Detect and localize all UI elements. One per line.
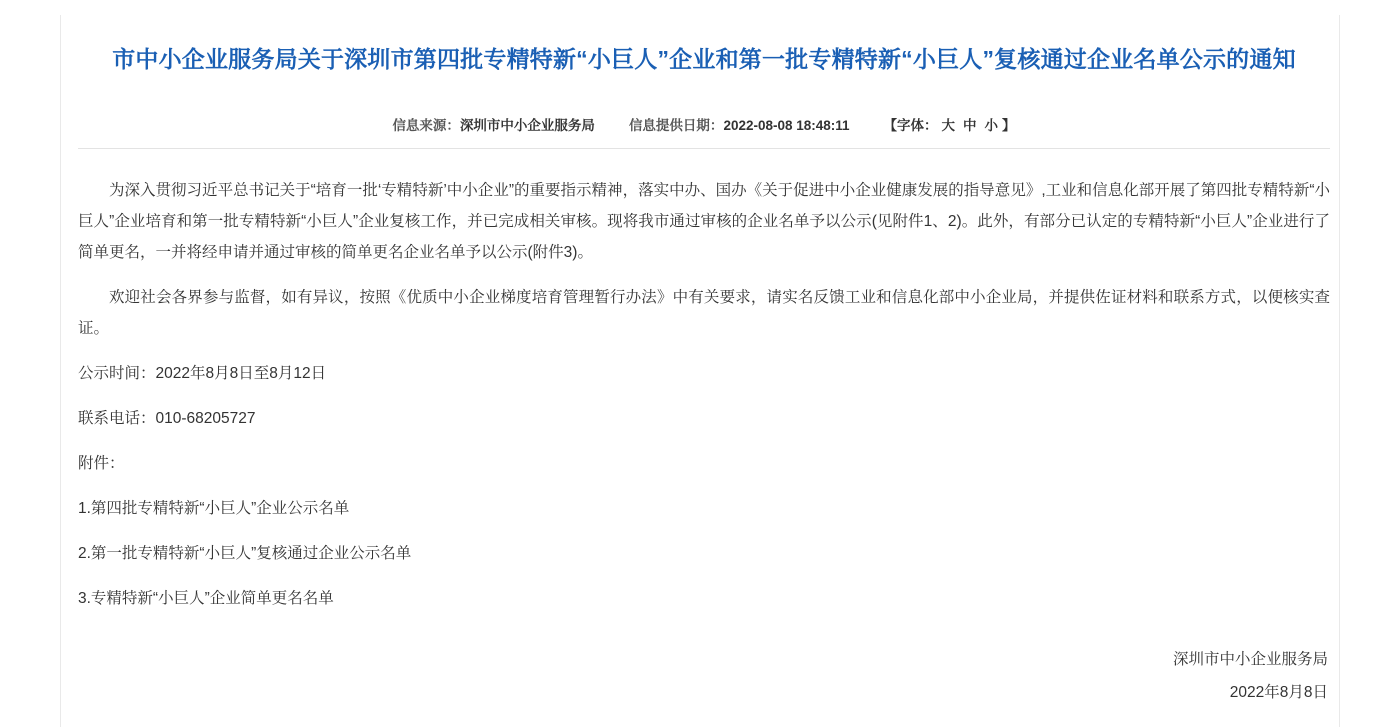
meta-source [392, 114, 595, 134]
font-size-medium-button[interactable]: 中 [963, 118, 977, 134]
article-content [78, 15, 1330, 727]
article-meta-bar [78, 92, 1330, 148]
page-title: 市中小企业服务局关于深圳市第四批专精特新“小巨人”企业和第一批专精特新“小巨人”复核通过企业名单公示的通知 [112, 46, 1296, 73]
font-size-small-button[interactable]: 小 [984, 118, 999, 134]
signature-org: 深圳市中小企业服务局 [1172, 651, 1328, 669]
bottom-spacer [78, 709, 1330, 727]
left-margin-rule [60, 15, 61, 727]
meta-source-value: 深圳市中小企业服务局 [459, 118, 595, 134]
article-page [0, 15, 1400, 727]
info-line-publicity-period: 公示时间：2022年8月8日至8月12日 [78, 365, 327, 383]
meta-date-value: 2022-08-08 18:48:11 [723, 118, 850, 134]
right-margin-rule [1339, 15, 1340, 727]
meta-date-label: 信息提供日期： [628, 118, 724, 134]
info-line-contact-phone: 联系电话：010-68205727 [78, 410, 256, 428]
meta-source-label: 信息来源： [392, 118, 460, 134]
bracket-close: 】 [1002, 118, 1016, 134]
meta-date [629, 114, 850, 134]
info-line-attachments-label: 附件： [78, 455, 125, 473]
attachment-item-3[interactable]: 3.专精特新“小巨人”企业简单更名名单 [78, 590, 334, 608]
signature-block [78, 644, 1330, 709]
font-size-switcher [884, 114, 1016, 134]
font-size-label: 字体： [897, 118, 938, 134]
attachment-item-2[interactable]: 2.第一批专精特新“小巨人”复核通过企业公示名单 [78, 545, 412, 563]
bracket-open: 【 [883, 118, 898, 134]
attachment-item-1[interactable]: 1.第四批专精特新“小巨人”企业公示名单 [78, 500, 350, 518]
font-size-large-button[interactable]: 大 [941, 118, 956, 134]
signature-date: 2022年8月8日 [1229, 683, 1328, 701]
article-body [78, 149, 1330, 614]
paragraph-1: 为深入贯彻习近平总书记关于“培育一批‘专精特新’中小企业”的重要指示精神，落实中办、国办《关于促进中小企业健康发展的指导意见》,工业和信息化部开展了第四批专精特新“小巨人”企业培育和第一批专精特新“小巨人”企业复核工作，并已完成相关审核。现将我市通过审核的企业名单予以公示(见附件1、2)。此外，有部分已认定的专精特新“小巨人”企业进行了简单更名，一并将经申请并通过审核的简单更名企业名单予以公示(附件3)。 [78, 182, 1330, 262]
paragraph-2: 欢迎社会各界参与监督，如有异议，按照《优质中小企业梯度培育管理暂行办法》中有关要求，请实名反馈工业和信息化部中小企业局，并提供佐证材料和联系方式，以便核实查证。 [78, 289, 1330, 338]
